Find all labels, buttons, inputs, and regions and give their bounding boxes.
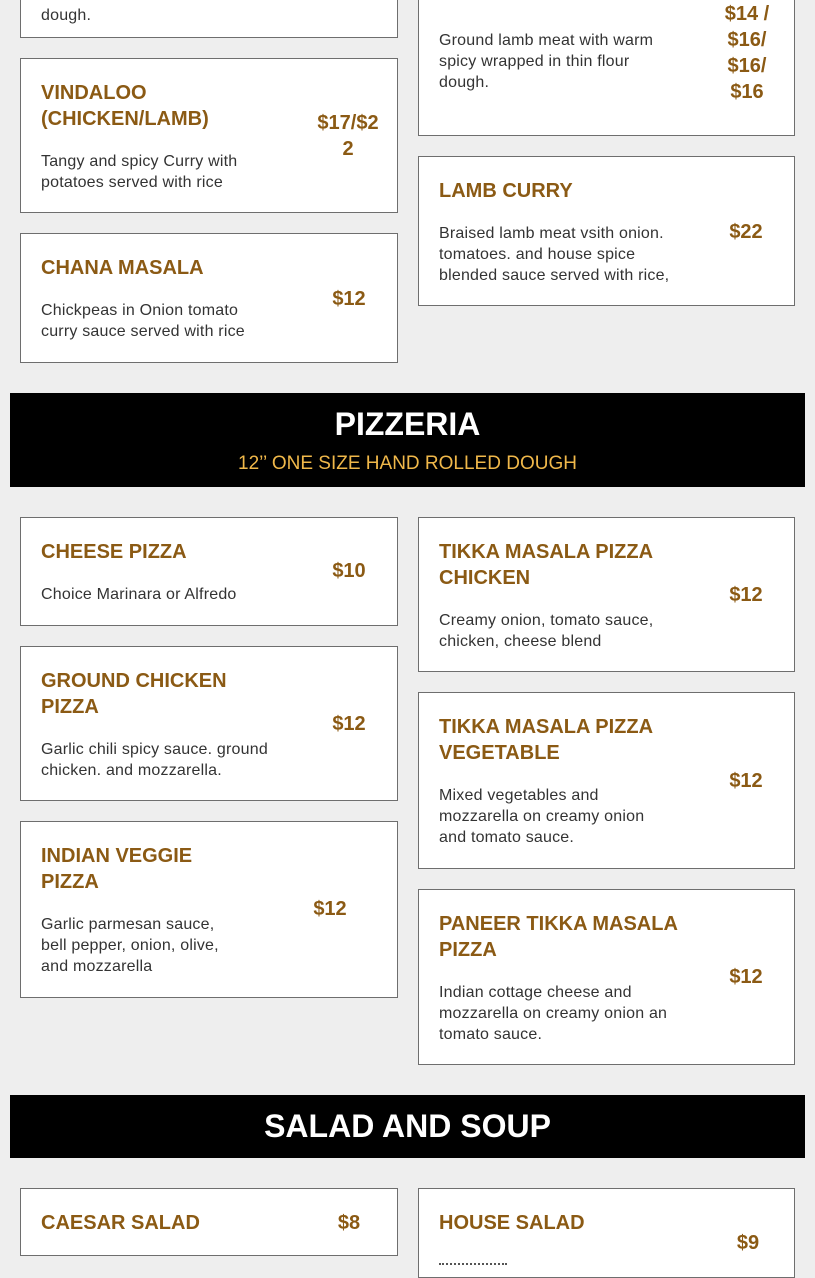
item-name: CHEESE PIZZA [41, 541, 187, 563]
menu-card-lamb-curry [418, 156, 795, 306]
item-description: Indian cottage cheese and mozzarella on creamy onion an tomato sauce. [439, 984, 668, 1043]
section-banner-pizzeria [10, 393, 805, 487]
item-description: Ground lamb meat with warm spicy wrapped in thin flour dough. [439, 32, 654, 91]
item-description: Garlic parmesan sauce, bell pepper, onion, olive, and mozzarella [41, 916, 219, 975]
menu-card-house-salad [418, 1188, 795, 1278]
item-price: $22 [729, 221, 763, 243]
item-name: CAESAR SALAD [41, 1212, 200, 1234]
item-name: TIKKA MASALA PIZZA VEGETABLE [439, 716, 653, 764]
item-name: CHANA MASALA [41, 257, 204, 279]
item-name: PANEER TIKKA MASALA PIZZA [439, 913, 678, 961]
section-banner-salad-soup [10, 1095, 805, 1158]
item-description: Braised lamb meat vsith onion. tomatoes. and house spice blended sauce served with rice, [439, 225, 670, 284]
item-description: Creamy onion, tomato sauce, chicken, cheese blend [439, 612, 654, 650]
item-price: $12 [729, 584, 763, 606]
item-description: Choice Marinara or Alfredo [41, 586, 237, 603]
menu-card-caesar-salad [20, 1188, 398, 1256]
section-title: PIZZERIA [334, 406, 481, 442]
item-description: Chickpeas in Onion tomato curry sauce served with rice [41, 302, 245, 340]
menu-card-tikka-masala-pizza-vegetable [418, 692, 795, 869]
item-name: INDIAN VEGGIE PIZZA [41, 845, 193, 893]
item-price: $12 [313, 898, 347, 920]
menu-card-tikka-masala-pizza-chicken [418, 517, 795, 672]
item-price: $17/$22 [317, 112, 379, 160]
description-placeholder-line [439, 1263, 507, 1265]
item-name: LAMB CURRY [439, 180, 573, 202]
menu-card-paneer-tikka-masala-pizza [418, 889, 795, 1065]
item-description: dough. [41, 7, 92, 24]
item-price: $12 [729, 770, 763, 792]
item-name: TIKKA MASALA PIZZA CHICKEN [439, 541, 653, 589]
item-price: $12 [332, 288, 366, 310]
item-price: $8 [337, 1212, 361, 1234]
section-title: SALAD AND SOUP [264, 1108, 551, 1144]
item-price: $10 [332, 560, 366, 582]
menu-card-lamb-momo [418, 0, 795, 136]
section-subtitle: 12’’ ONE SIZE HAND ROLLED DOUGH [238, 453, 577, 474]
item-price: $14 / $16/$16/$16 [724, 3, 770, 103]
item-description: Mixed vegetables and mozzarella on creamy onion and tomato sauce. [439, 787, 645, 846]
item-name [439, 0, 679, 1]
item-price: $12 [332, 713, 366, 735]
menu-card-partial [20, 0, 398, 38]
item-description: Tangy and spicy Curry with potatoes served with rice [41, 153, 238, 191]
item-name: GROUND CHICKEN PIZZA [41, 670, 227, 718]
menu-card-vindaloo [20, 58, 398, 213]
menu-card-ground-chicken-pizza [20, 646, 398, 801]
menu-card-cheese-pizza [20, 517, 398, 626]
item-price: $12 [729, 966, 763, 988]
menu-card-indian-veggie-pizza [20, 821, 398, 998]
item-price: $9 [736, 1232, 760, 1254]
menu-card-chana-masala [20, 233, 398, 363]
item-name: VINDALOO (CHICKEN/LAMB) [41, 82, 209, 130]
item-description: Garlic chili spicy sauce. ground chicken. and mozzarella. [41, 741, 268, 779]
item-name: HOUSE SALAD [439, 1212, 585, 1234]
